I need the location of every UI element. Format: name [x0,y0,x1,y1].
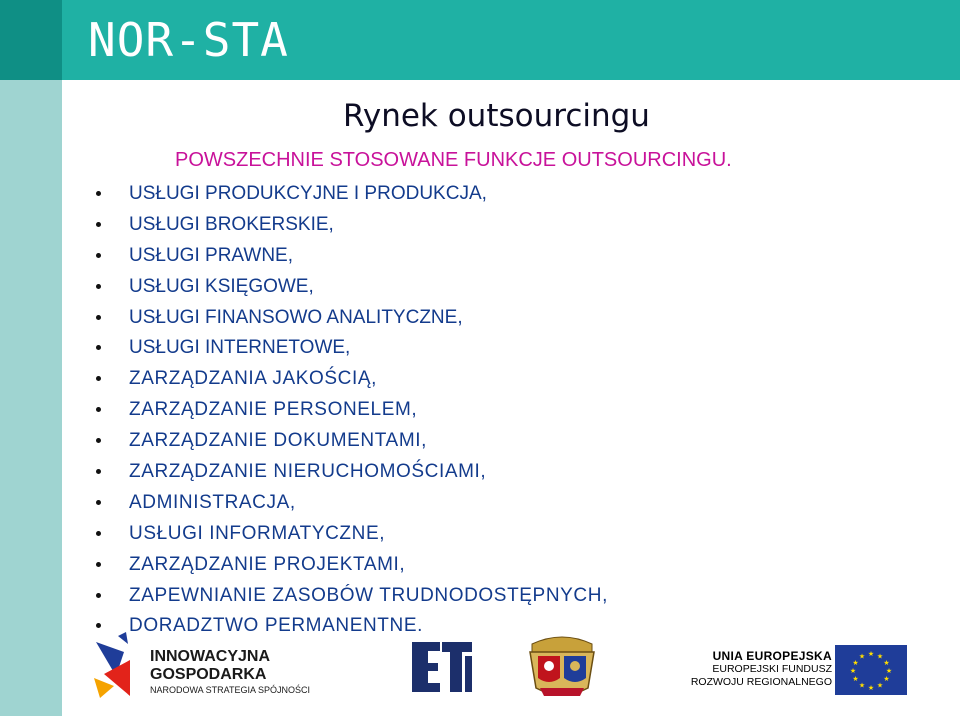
ig-line3: NARODOWA STRATEGIA SPÓJNOŚCI [150,685,310,695]
svg-text:★: ★ [849,667,857,675]
svg-text:★: ★ [876,652,884,661]
svg-text:★: ★ [858,681,866,690]
list-item [92,241,608,272]
list-item-label: USŁUGI INFORMATYCZNE, [129,522,386,544]
ue-line1: UNIA EUROPEJSKA [712,649,832,663]
list-item [92,457,608,488]
bullet-icon [96,531,101,536]
bullet-icon [96,222,101,227]
eti-letter-i [465,656,472,692]
svg-text:★: ★ [876,681,884,690]
list-item-label: USŁUGI INTERNETOWE, [129,337,351,359]
bullet-icon [96,345,101,350]
ue-line2: EUROPEJSKI FUNDUSZ [712,663,832,675]
list-item-label: USŁUGI PRAWNE, [129,244,293,266]
bullet-icon [96,191,101,196]
bullet-icon [96,562,101,567]
ue-text-block [690,650,832,689]
list-item [92,426,608,457]
list-item [92,488,608,519]
svg-text:★: ★ [852,675,859,683]
eu-flag-icon [835,645,907,695]
list-item-label: USŁUGI FINANSOWO ANALITYCZNE, [129,306,463,328]
svg-text:★: ★ [867,650,875,658]
side-stripe [0,80,62,716]
svg-text:★: ★ [858,652,866,661]
list-item-label: ZARZĄDZANIE PROJEKTAMI, [129,553,406,575]
list-item-label: DORADZTWO PERMANENTNE. [129,615,423,637]
outsourcing-functions-list [92,179,608,642]
list-item-label: ZAPEWNIANIE ZASOBÓW TRUDNODOSTĘPNYCH, [129,584,608,606]
list-item [92,272,608,303]
logo-shape-small [118,632,128,644]
list-item [92,395,608,426]
svg-text:★: ★ [852,659,859,667]
bullet-icon [96,593,101,598]
bullet-icon [96,407,101,412]
bullet-icon [96,315,101,320]
slide-title: Rynek outsourcingu [343,98,650,134]
list-item-label: ZARZĄDZANIA JAKOŚCIĄ, [129,368,378,390]
list-item [92,519,608,550]
list-item [92,364,608,395]
list-item [92,210,608,241]
ue-line3: ROZWOJU REGIONALNEGO [690,676,832,688]
bullet-icon [96,500,101,505]
bullet-icon [96,253,101,258]
crest-logo [522,630,602,702]
logo-shape-yellow [94,678,114,698]
list-item-label: ZARZĄDZANIE PERSONELEM, [129,399,418,421]
list-item-label: USŁUGI KSIĘGOWE, [129,275,314,297]
list-item [92,581,608,612]
list-item-label: USŁUGI BROKERSKIE, [129,213,334,235]
slide-subtitle: POWSZECHNIE STOSOWANE FUNKCJE OUTSOURCINGU. [175,149,732,171]
ig-line1: INNOWACYJNA [150,648,271,665]
svg-text:★: ★ [885,667,893,675]
list-item-label: ZARZĄDZANIE NIERUCHOMOŚCIAMI, [129,461,487,483]
list-item-label: ADMINISTRACJA, [129,491,296,513]
list-item-label: ZARZĄDZANIE DOKUMENTAMI, [129,430,427,452]
app-title: NOR-STA [88,13,289,67]
eti-logo [410,638,474,696]
list-item [92,550,608,581]
list-item [92,303,608,334]
list-item [92,179,608,210]
eti-letter-e [412,642,428,692]
bullet-icon [96,284,101,289]
list-item-label: USŁUGI PRODUKCYJNE I PRODUKCJA, [129,183,487,204]
svg-text:★: ★ [867,684,875,692]
header-accent-block [0,0,62,80]
bullet-icon [96,438,101,443]
bullet-icon [96,469,101,474]
svg-text:★: ★ [883,675,890,683]
svg-text:★: ★ [883,659,890,667]
eti-letter-t [442,642,472,652]
innowacyjna-gospodarka-logo [90,630,310,700]
ig-line2: GOSPODARKA [150,666,267,683]
list-item [92,333,608,364]
bullet-icon [96,376,101,381]
bullet-icon [96,623,101,628]
